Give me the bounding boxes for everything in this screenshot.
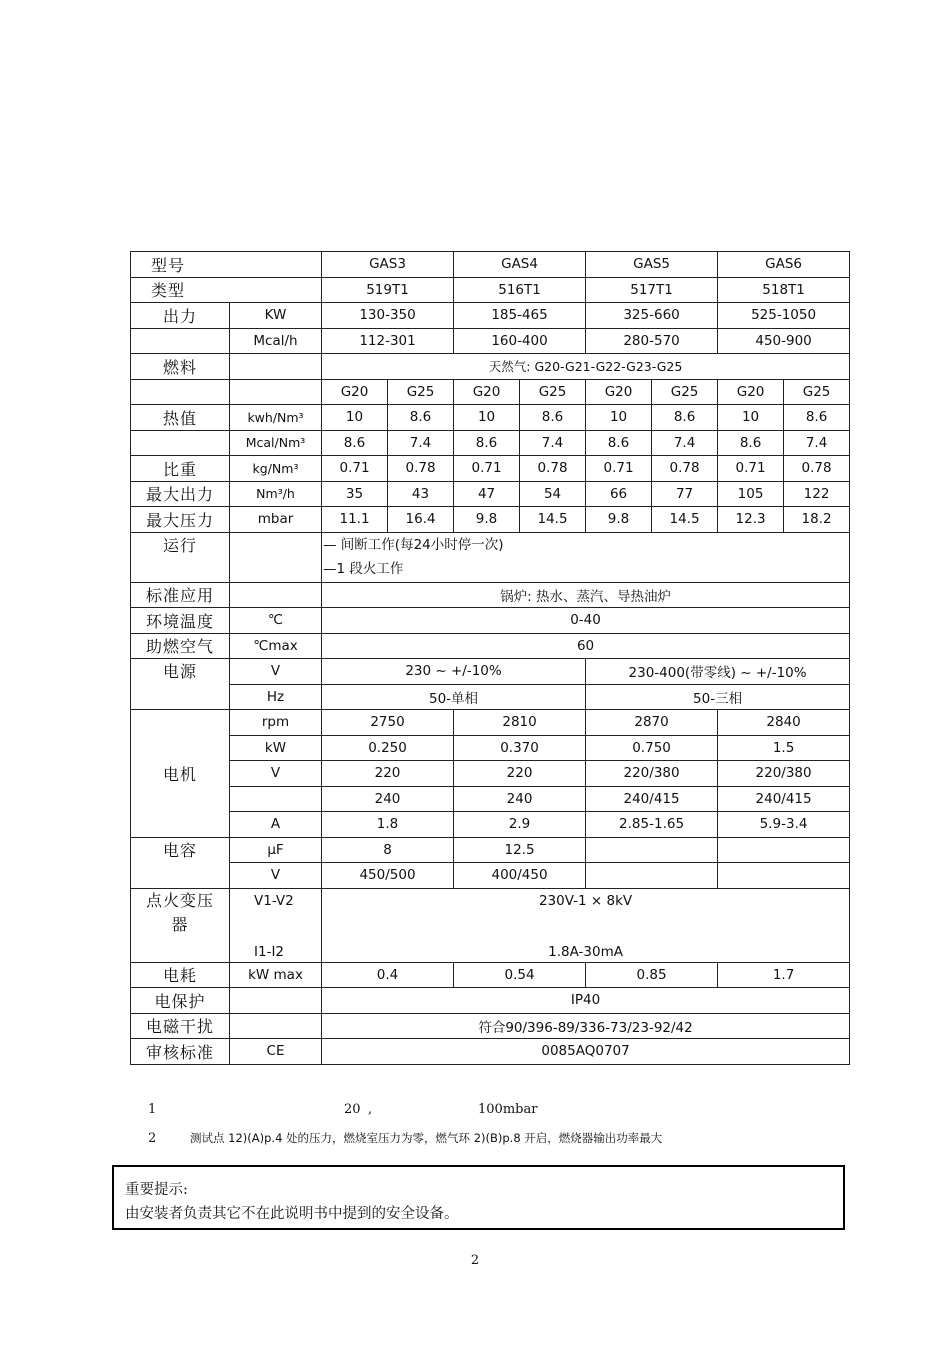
operation-label: 运行 (131, 532, 230, 582)
power-hz-single: 50-单相 (322, 684, 586, 710)
gas-type: G25 (652, 379, 718, 405)
heat-mcal-value: 7.4 (520, 430, 586, 456)
type-value: 518T1 (718, 277, 850, 303)
operation-line-2: —1 段火工作 (323, 561, 404, 577)
motor-kw-value: 0.370 (454, 735, 586, 761)
motor-kw-value: 0.250 (322, 735, 454, 761)
row-consumption (131, 962, 850, 988)
heat-mcal-value: 7.4 (652, 430, 718, 456)
max-output-value: 122 (784, 481, 850, 507)
density-value: 0.78 (652, 456, 718, 482)
consumption-value: 1.7 (718, 962, 850, 988)
footnote-1-number: 1 (148, 1102, 157, 1117)
notice-text: 由安装者负责其它不在此说明书中提到的安全设备。 (125, 1206, 459, 1222)
model-gas4: GAS4 (454, 252, 586, 278)
row-model (131, 252, 850, 278)
footnote-1 (148, 1102, 537, 1117)
motor-a-value: 2.9 (454, 812, 586, 838)
model-gas3: GAS3 (322, 252, 454, 278)
density-value: 0.78 (784, 456, 850, 482)
density-value: 0.78 (388, 456, 454, 482)
density-value: 0.78 (520, 456, 586, 482)
row-motor-kw (131, 735, 850, 761)
type-value: 517T1 (586, 277, 718, 303)
gas-type: G20 (454, 379, 520, 405)
footnote-2 (148, 1130, 662, 1146)
capacitor-v-value: 450/500 (322, 863, 454, 889)
row-heat-mcal (131, 430, 850, 456)
unit-kw: KW (230, 303, 322, 329)
approval-value: 0085AQ0707 (322, 1039, 850, 1065)
emc-label: 电磁干扰 (131, 1013, 230, 1039)
max-pressure-value: 14.5 (520, 507, 586, 533)
transformer-units (230, 888, 322, 962)
max-pressure-value: 11.1 (322, 507, 388, 533)
heat-mcal-value: 7.4 (388, 430, 454, 456)
output-kw-value: 130-350 (322, 303, 454, 329)
row-operation (131, 532, 850, 582)
heat-kwh-value: 10 (586, 405, 652, 431)
motor-rpm-value: 2840 (718, 710, 850, 736)
motor-v2-value: 240 (454, 786, 586, 812)
gas-type: G20 (586, 379, 652, 405)
type-label: 类型 (131, 277, 322, 303)
transformer-values (322, 888, 850, 962)
max-output-value: 66 (586, 481, 652, 507)
consumption-value: 0.85 (586, 962, 718, 988)
model-gas6: GAS6 (718, 252, 850, 278)
motor-v2-value: 240 (322, 786, 454, 812)
transformer-v-value: 230V-1 × 8kV (538, 892, 633, 909)
power-v-three: 230-400(带零线) ~ +/-10% (586, 659, 850, 685)
transformer-i-value: 1.8A-30mA (548, 943, 623, 960)
row-transformer (131, 888, 850, 962)
standard-app-label: 标准应用 (131, 582, 230, 608)
motor-a-value: 1.8 (322, 812, 454, 838)
unit-kw-max: kW max (230, 962, 322, 988)
footnote-2-number: 2 (148, 1131, 157, 1146)
density-value: 0.71 (322, 456, 388, 482)
notice-title: 重要提示: (125, 1182, 188, 1198)
capacitor-v-value: 400/450 (454, 863, 586, 889)
output-label: 出力 (131, 303, 230, 329)
heat-kwh-value: 8.6 (520, 405, 586, 431)
density-value: 0.71 (586, 456, 652, 482)
heat-mcal-value: 8.6 (718, 430, 784, 456)
max-pressure-value: 9.8 (454, 507, 520, 533)
unit-kw-lower: kW (230, 735, 322, 761)
capacitor-uf-value (718, 837, 850, 863)
unit-v1-v2: V1-V2 (254, 892, 294, 909)
motor-kw-value: 0.750 (586, 735, 718, 761)
max-output-value: 54 (520, 481, 586, 507)
motor-v1-value: 220 (454, 761, 586, 787)
density-label: 比重 (131, 456, 230, 482)
model-gas5: GAS5 (586, 252, 718, 278)
row-motor-a (131, 812, 850, 838)
unit-uf: μF (230, 837, 322, 863)
capacitor-uf-value (586, 837, 718, 863)
max-pressure-label: 最大压力 (131, 507, 230, 533)
unit-celsius: ℃ (230, 608, 322, 634)
row-standard-app (131, 582, 850, 608)
specifications-table (130, 251, 850, 1065)
output-kw-value: 325-660 (586, 303, 718, 329)
unit-i1-i2: I1-I2 (254, 943, 285, 960)
heat-kwh-value: 8.6 (784, 405, 850, 431)
density-value: 0.71 (454, 456, 520, 482)
heat-kwh-value: 10 (322, 405, 388, 431)
max-output-value: 47 (454, 481, 520, 507)
unit-rpm: rpm (230, 710, 322, 736)
unit-mbar: mbar (230, 507, 322, 533)
unit-hz: Hz (230, 684, 322, 710)
heat-kwh-value: 8.6 (652, 405, 718, 431)
footnote-1-part-c: 100mbar (478, 1102, 538, 1117)
max-pressure-value: 16.4 (388, 507, 454, 533)
row-max-pressure (131, 507, 850, 533)
operation-line-1: — 间断工作(每24小时停一次) (323, 537, 504, 553)
page-number: 2 (470, 1253, 480, 1268)
unit-a: A (230, 812, 322, 838)
motor-a-value: 5.9-3.4 (718, 812, 850, 838)
heat-label: 热值 (131, 405, 230, 431)
max-pressure-value: 9.8 (586, 507, 652, 533)
unit-v: V (230, 863, 322, 889)
unit-nm3-h: Nm³/h (230, 481, 322, 507)
unit-kg-nm3: kg/Nm³ (230, 456, 322, 482)
row-protection (131, 988, 850, 1014)
capacitor-v-value (718, 863, 850, 889)
max-output-value: 35 (322, 481, 388, 507)
fuel-label: 燃料 (131, 354, 230, 380)
standard-app-value: 锅炉: 热水、蒸汽、导热油炉 (322, 582, 850, 608)
row-approval (131, 1039, 850, 1065)
output-mcal-value: 112-301 (322, 328, 454, 354)
unit-v: V (230, 761, 322, 787)
combustion-air-label: 助燃空气 (131, 633, 230, 659)
type-value: 519T1 (322, 277, 454, 303)
row-capacitor-uf (131, 837, 850, 863)
output-mcal-value: 160-400 (454, 328, 586, 354)
output-mcal-value: 280-570 (586, 328, 718, 354)
protection-label: 电保护 (131, 988, 230, 1014)
motor-v1-value: 220/380 (586, 761, 718, 787)
power-hz-three: 50-三相 (586, 684, 850, 710)
row-max-output (131, 481, 850, 507)
consumption-value: 0.4 (322, 962, 454, 988)
motor-v2-value: 240/415 (586, 786, 718, 812)
gas-type: G25 (388, 379, 454, 405)
type-value: 516T1 (454, 277, 586, 303)
motor-kw-value: 1.5 (718, 735, 850, 761)
motor-label: 电机 (131, 710, 230, 838)
row-capacitor-v (131, 863, 850, 889)
consumption-value: 0.54 (454, 962, 586, 988)
capacitor-v-value (586, 863, 718, 889)
operation-value (322, 532, 850, 582)
ambient-label: 环境温度 (131, 608, 230, 634)
motor-a-value: 2.85-1.65 (586, 812, 718, 838)
density-value: 0.71 (718, 456, 784, 482)
gas-type: G20 (718, 379, 784, 405)
motor-v1-value: 220/380 (718, 761, 850, 787)
ambient-value: 0-40 (322, 608, 850, 634)
heat-kwh-value: 10 (454, 405, 520, 431)
gas-type: G25 (784, 379, 850, 405)
row-density (131, 456, 850, 482)
fuel-value: 天然气: G20-G21-G22-G23-G25 (322, 354, 850, 380)
capacitor-uf-value: 12.5 (454, 837, 586, 863)
row-emc (131, 1013, 850, 1039)
protection-value: IP40 (322, 988, 850, 1014)
power-label: 电源 (131, 659, 230, 710)
unit-mcal: Mcal/h (230, 328, 322, 354)
transformer-label (131, 888, 230, 962)
unit-celsius-max: ℃max (230, 633, 322, 659)
output-kw-value: 185-465 (454, 303, 586, 329)
footnote-1-part-b: , (368, 1102, 373, 1117)
consumption-label: 电耗 (131, 962, 230, 988)
output-kw-value: 525-1050 (718, 303, 850, 329)
row-combustion-air (131, 633, 850, 659)
row-power-v (131, 659, 850, 685)
important-notice-box (112, 1165, 845, 1230)
row-motor-v1 (131, 761, 850, 787)
heat-mcal-value: 7.4 (784, 430, 850, 456)
motor-v2-value: 240/415 (718, 786, 850, 812)
max-output-value: 77 (652, 481, 718, 507)
row-output-kw (131, 303, 850, 329)
max-output-label: 最大出力 (131, 481, 230, 507)
row-heat-kwh (131, 405, 850, 431)
unit-kwh: kwh/Nm³ (230, 405, 322, 431)
row-fuel (131, 354, 850, 380)
combustion-air-value: 60 (322, 633, 850, 659)
row-output-mcal (131, 328, 850, 354)
row-motor-v2 (131, 786, 850, 812)
unit-ce: CE (230, 1039, 322, 1065)
unit-v: V (230, 659, 322, 685)
unit-mcal-nm3: Mcal/Nm³ (230, 430, 322, 456)
heat-kwh-value: 8.6 (388, 405, 454, 431)
heat-mcal-value: 8.6 (454, 430, 520, 456)
gas-type: G25 (520, 379, 586, 405)
motor-rpm-value: 2870 (586, 710, 718, 736)
max-output-value: 105 (718, 481, 784, 507)
heat-mcal-value: 8.6 (586, 430, 652, 456)
max-output-value: 43 (388, 481, 454, 507)
max-pressure-value: 12.3 (718, 507, 784, 533)
gas-type: G20 (322, 379, 388, 405)
footnote-1-part-a: 20 (344, 1102, 361, 1117)
row-gas-types (131, 379, 850, 405)
transformer-label-text: 点火变压器 (145, 890, 214, 934)
max-pressure-value: 14.5 (652, 507, 718, 533)
row-ambient (131, 608, 850, 634)
heat-kwh-value: 10 (718, 405, 784, 431)
motor-v1-value: 220 (322, 761, 454, 787)
motor-rpm-value: 2810 (454, 710, 586, 736)
row-motor-rpm (131, 710, 850, 736)
emc-value: 符合90/396-89/336-73/23-92/42 (322, 1013, 850, 1039)
capacitor-uf-value: 8 (322, 837, 454, 863)
row-power-hz (131, 684, 850, 710)
row-type (131, 277, 850, 303)
approval-label: 审核标准 (131, 1039, 230, 1065)
model-label: 型号 (131, 252, 322, 278)
motor-rpm-value: 2750 (322, 710, 454, 736)
capacitor-label: 电容 (131, 837, 230, 888)
output-mcal-value: 450-900 (718, 328, 850, 354)
heat-mcal-value: 8.6 (322, 430, 388, 456)
footnote-2-text: 测试点 12)(A)p.4 处的压力，燃烧室压力为零，燃气环 2)(B)p.8 开启，燃烧器输出功率最大 (190, 1131, 663, 1145)
max-pressure-value: 18.2 (784, 507, 850, 533)
power-v-single: 230 ~ +/-10% (322, 659, 586, 685)
